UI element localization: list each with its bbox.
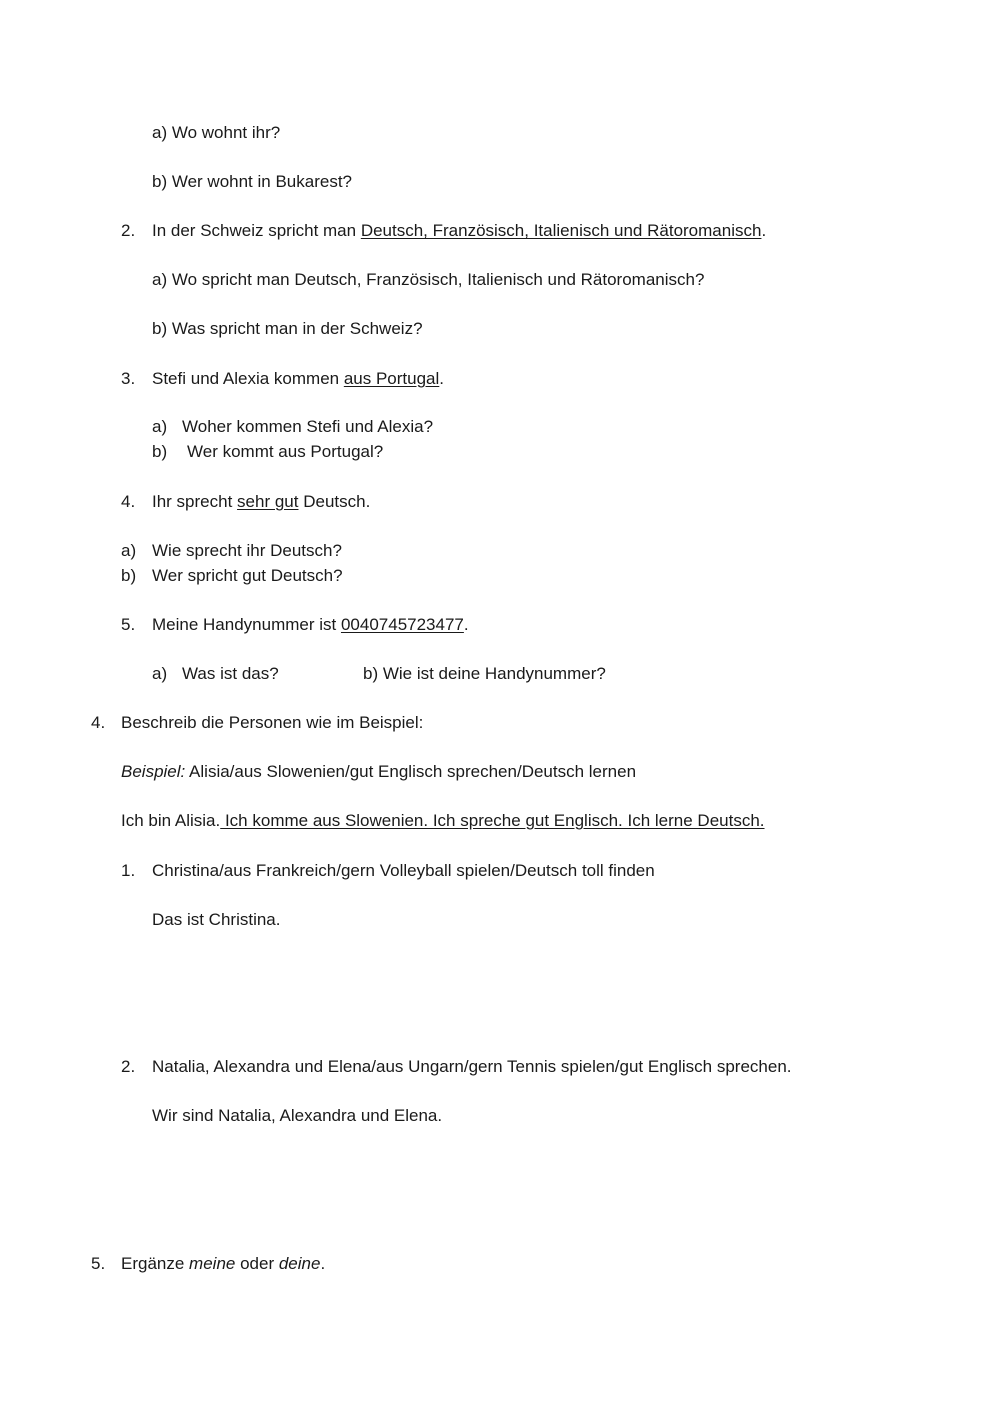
- statement-3-post: .: [439, 369, 445, 388]
- question-5a-label: a): [152, 664, 168, 683]
- ex4-item-number-1: 1.: [121, 861, 136, 880]
- question-4b: Wer spricht gut Deutsch?: [152, 566, 343, 585]
- statement-5-post: .: [463, 615, 469, 634]
- question-5a: Was ist das?: [182, 664, 279, 683]
- ex4-answer-start-1: Das ist Christina.: [152, 910, 281, 929]
- item-number-4: 4.: [121, 492, 136, 511]
- statement-2-underlined: Deutsch, Französisch, Italienisch und Rätoromanisch: [360, 221, 762, 240]
- statement-5-pre: Meine Handynummer ist: [152, 615, 341, 634]
- statement-3-underlined: aus Portugal: [343, 369, 440, 388]
- statement-4-pre: Ihr sprecht: [152, 492, 238, 511]
- statement-2-pre: In der Schweiz spricht man: [152, 221, 361, 240]
- item-number-2: 2.: [121, 221, 136, 240]
- exercise-5-title: [121, 1253, 325, 1275]
- exercise-5-number: 5.: [91, 1254, 106, 1273]
- question-4a-label: a): [121, 541, 137, 560]
- item-number-3: 3.: [121, 369, 136, 388]
- exercise-5-mid: oder: [235, 1254, 279, 1273]
- statement-3-pre: Stefi und Alexia kommen: [152, 369, 344, 388]
- question-2b: b) Was spricht man in der Schweiz?: [152, 319, 423, 338]
- ex4-prompt-1: Christina/aus Frankreich/gern Volleyball spielen/Deutsch toll finden: [152, 861, 655, 880]
- statement-2: [152, 220, 766, 242]
- statement-3: [152, 368, 444, 390]
- statement-2-post: .: [761, 221, 767, 240]
- ex4-prompt-2: Natalia, Alexandra und Elena/aus Ungarn/gern Tennis spielen/gut Englisch sprechen.: [152, 1057, 792, 1076]
- question-4b-label: b): [121, 566, 137, 585]
- question-1a: a) Wo wohnt ihr?: [152, 123, 281, 142]
- example-label: Beispiel:: [121, 762, 186, 781]
- exercise-4-title: Beschreib die Personen wie im Beispiel:: [121, 713, 424, 732]
- item-number-5: 5.: [121, 615, 136, 634]
- exercise-5-word-meine: meine: [189, 1254, 236, 1273]
- question-2a: a) Wo spricht man Deutsch, Französisch, Italienisch und Rätoromanisch?: [152, 270, 705, 289]
- statement-5-underlined: 0040745723477: [340, 615, 464, 634]
- question-5b: b) Wie ist deine Handynummer?: [363, 664, 606, 683]
- exercise-5-word-deine: deine: [278, 1254, 321, 1273]
- statement-4-underlined: sehr gut: [237, 492, 299, 511]
- exercise-5-pre: Ergänze: [121, 1254, 190, 1273]
- example-line: [121, 761, 636, 783]
- exercise-4-number: 4.: [91, 713, 106, 732]
- example-answer: [121, 810, 765, 832]
- question-1b: b) Wer wohnt in Bukarest?: [152, 172, 352, 191]
- ex4-answer-start-2: Wir sind Natalia, Alexandra und Elena.: [152, 1106, 443, 1125]
- question-3a-label: a): [152, 417, 168, 436]
- example-answer-pre: Ich bin Alisia.: [121, 811, 221, 830]
- question-3a: Woher kommen Stefi und Alexia?: [182, 417, 434, 436]
- ex4-item-number-2: 2.: [121, 1057, 136, 1076]
- question-3b: Wer kommt aus Portugal?: [187, 442, 384, 461]
- question-4a: Wie sprecht ihr Deutsch?: [152, 541, 342, 560]
- example-answer-underlined: Ich komme aus Slowenien. Ich spreche gut Englisch. Ich lerne Deutsch.: [220, 811, 765, 830]
- statement-4: [152, 491, 370, 513]
- question-3b-label: b): [152, 442, 168, 461]
- exercise-5-post: .: [320, 1254, 326, 1273]
- statement-5: [152, 614, 469, 636]
- example-text: Alisia/aus Slowenien/gut Englisch sprechen/Deutsch lernen: [185, 762, 637, 781]
- statement-4-post: Deutsch.: [298, 492, 371, 511]
